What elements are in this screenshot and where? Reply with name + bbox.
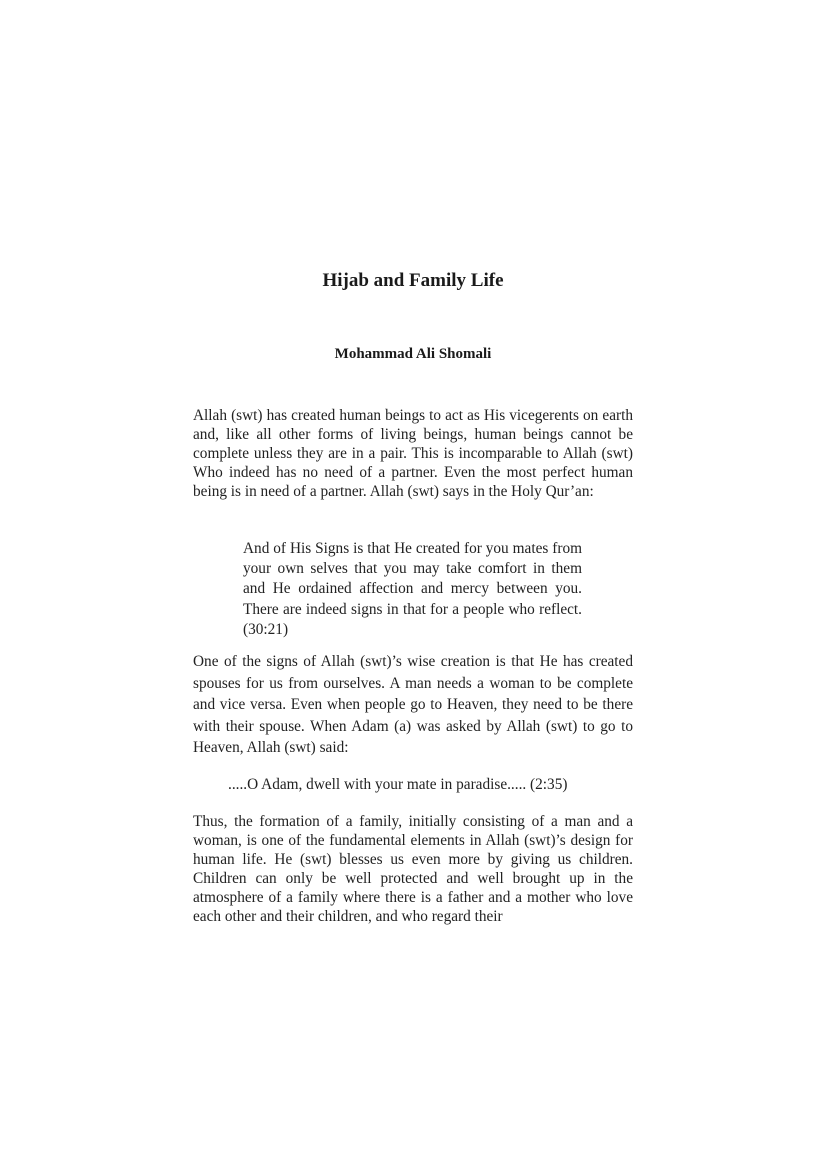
page-title: Hijab and Family Life bbox=[322, 270, 504, 291]
paragraph-signs: One of the signs of Allah (swt)’s wise creation is that He has created spouses for us from ourselves. A man needs a woman to be complete and vice versa. Even when people go to Heaven, they need to be there with their spouse. When Adam (a) was asked by Allah (swt) to go to Heaven, Allah (swt) said: bbox=[193, 653, 633, 756]
paragraph-intro: Allah (swt) has created human beings to act as His vicegerents on earth and, like all other forms of living beings, human beings cannot be complete unless they are in a pair. This is incomparable to Allah (swt) Who indeed has no need of a partner. Even the most perfect human being is in need of a partner. Allah (swt) says in the Holy Qur’an: bbox=[193, 407, 633, 501]
quran-quote-30-21: And of His Signs is that He created for you mates from your own selves that you may take comfort in them and He ordained affection and mercy between you. There are indeed signs in that for a people who reflect. (30:21) bbox=[243, 540, 582, 638]
author-name: Mohammad Ali Shomali bbox=[334, 346, 492, 362]
paragraph-family: Thus, the formation of a family, initially consisting of a man and a woman, is one of the fundamental elements in Allah (swt)’s design for human life. He (swt) blesses us even more by giving us children. Children can only be well protected and well brought up in the atmosphere of a family where there is a father and a mother who love each other and their children, and who regard their bbox=[193, 813, 633, 926]
quran-quote-2-35: .....O Adam, dwell with your mate in paradise..... (2:35) bbox=[228, 776, 568, 793]
